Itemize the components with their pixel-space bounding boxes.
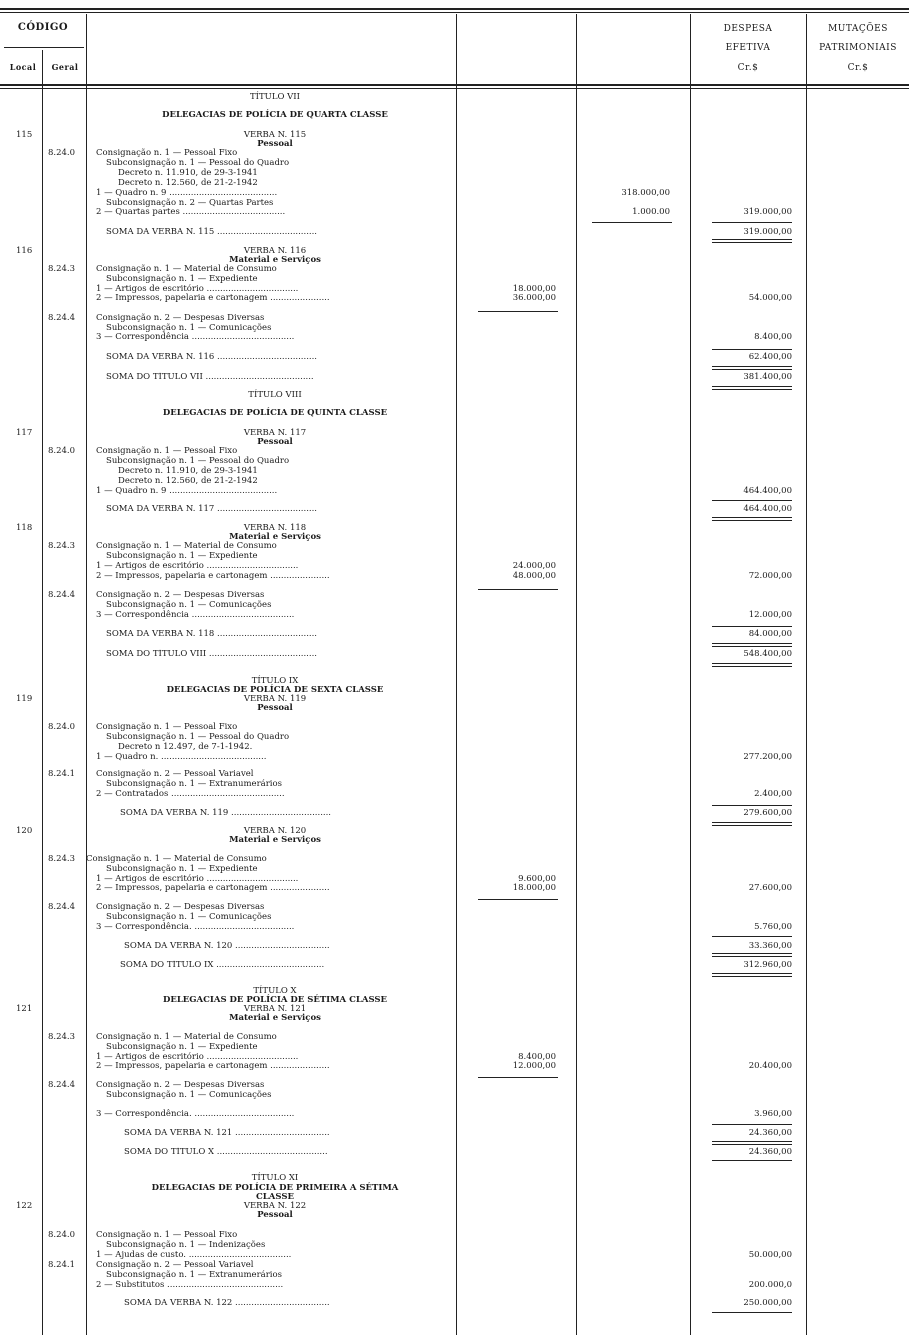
row-description: SOMA DO TÍTULO VII ........................................ (106, 372, 314, 382)
col-line-desc (456, 14, 457, 1335)
subtotal-rule (712, 239, 792, 240)
value-col2: 18.000,00 (512, 284, 556, 294)
row-heading: DELEGACIAS DE POLÍCIA DE PRIMEIRA A SÉTIMA (151, 1183, 399, 1193)
value-despesa: 84.000,00 (748, 629, 792, 639)
subtotal-rule (478, 1077, 558, 1078)
row-description: 3 — Correspondência ...................................... (96, 332, 295, 342)
top-rule (0, 8, 909, 10)
col-line-geral (86, 14, 87, 1335)
geral-code: 8.24.0 (48, 148, 76, 158)
row-description: Subconsignação n. 1 — Expediente (106, 274, 258, 284)
row-description: Consignação n. 2 — Despesas Diversas (96, 902, 265, 912)
row-description: 1 — Quadro n. ....................................... (96, 752, 267, 762)
subtotal-rule (712, 973, 792, 974)
subtotal-rule (712, 517, 792, 518)
subtotal-rule (712, 936, 792, 937)
subtotal-rule (712, 666, 792, 667)
row-heading: VERBA N. 118 (243, 523, 307, 533)
row-description: Subconsignação n. 1 — Expediente (106, 551, 258, 561)
row-description: 1 — Artigos de escritório .................................. (96, 874, 299, 884)
row-heading: Material e Serviços (229, 835, 321, 845)
row-description: SOMA DA VERBA N. 121 ................................... (124, 1128, 330, 1138)
row-description: SOMA DA VERBA N. 119 ..................................... (120, 808, 332, 818)
geral-code: 8.24.4 (48, 902, 76, 912)
subtotal-rule (712, 1144, 792, 1145)
row-description: Decreto n. 12.560, de 21-2-1942 (118, 178, 258, 188)
value-despesa: 20.400,00 (748, 1061, 792, 1071)
row-description: 3 — Correspondência ...................................... (96, 610, 295, 620)
value-despesa: 464.400,00 (743, 504, 792, 514)
value-despesa: 12.000,00 (748, 610, 792, 620)
value-despesa: 381.400,00 (743, 372, 792, 382)
subtotal-rule (712, 1160, 792, 1161)
row-heading: VERBA N. 117 (243, 428, 307, 438)
local-code: 116 (16, 246, 33, 256)
row-description: 1 — Artigos de escritório .................................. (96, 561, 299, 571)
local-code: 122 (16, 1201, 33, 1211)
row-description: SOMA DO TÍTULO VIII ........................................ (106, 649, 317, 659)
value-despesa: 200.000,0 (748, 1280, 792, 1290)
row-description: 2 — Impressos, papelaria e cartonagem ...................... (96, 883, 330, 893)
row-description: 2 — Impressos, papelaria e cartonagem ...................... (96, 571, 330, 581)
value-despesa: 24.360,00 (748, 1128, 792, 1138)
geral-code: 8.24.1 (48, 769, 76, 779)
value-despesa: 72.000,00 (748, 571, 792, 581)
local-code: 117 (16, 428, 33, 438)
row-heading: VERBA N. 120 (243, 826, 307, 836)
subtotal-rule (592, 222, 672, 223)
subtotal-rule (712, 646, 792, 647)
value-despesa: 33.360,00 (748, 941, 792, 951)
row-description: Subconsignação n. 1 — Pessoal do Quadro (106, 732, 290, 742)
row-description: Consignação n. 1 — Material de Consumo (86, 854, 267, 864)
row-description: 1 — Artigos de escritório .................................. (96, 1052, 299, 1062)
geral-code: 8.24.4 (48, 590, 76, 600)
value-despesa: 464.400,00 (743, 486, 792, 496)
subtotal-rule (712, 1312, 792, 1313)
top-rule-thin (0, 12, 909, 13)
row-heading: Pessoal (257, 139, 293, 149)
row-description: 1 — Quadro n. 9 ........................................ (96, 188, 278, 198)
row-heading: TÍTULO X (253, 986, 297, 996)
row-description: SOMA DA VERBA N. 117 ..................................... (106, 504, 318, 514)
row-description: Subconsignação n. 1 — Expediente (106, 1042, 258, 1052)
mutacoes-header-3: Cr.$ (847, 63, 869, 73)
row-description: SOMA DO TÍTULO X ......................................... (124, 1147, 328, 1157)
row-heading: VERBA N. 116 (243, 246, 307, 256)
row-description: 3 — Correspondência. ..................................... (96, 922, 295, 932)
row-heading: VERBA N. 121 (243, 1004, 307, 1014)
row-description: SOMA DA VERBA N. 118 ..................................... (106, 629, 318, 639)
row-description: Subconsignação n. 1 — Comunicações (106, 600, 272, 610)
row-description: Consignação n. 1 — Pessoal Fixo (96, 1230, 238, 1240)
col-line-c3 (690, 14, 691, 1335)
value-despesa: 279.600,00 (743, 808, 792, 818)
row-description: 1 — Artigos de escritório .................................. (96, 284, 299, 294)
row-heading: Pessoal (257, 437, 293, 447)
row-description: 1 — Quadro n. 9 ........................................ (96, 486, 278, 496)
value-despesa: 62.400,00 (748, 352, 792, 362)
geral-code: 8.24.3 (48, 854, 76, 864)
row-description: SOMA DO TÍTULO IX ........................................ (120, 960, 325, 970)
row-description: Subconsignação n. 1 — Comunicações (106, 1090, 272, 1100)
row-description: SOMA DA VERBA N. 122 ................................... (124, 1298, 330, 1308)
subtotal-rule (712, 366, 792, 367)
row-description: Subconsignação n. 1 — Pessoal do Quadro (106, 158, 290, 168)
subtotal-rule (478, 899, 558, 900)
value-despesa: 5.760,00 (754, 922, 792, 932)
value-despesa: 277.200,00 (743, 752, 792, 762)
local-code: 119 (16, 694, 33, 704)
subtotal-rule (712, 500, 792, 501)
row-description: Subconsignação n. 1 — Indenizações (106, 1240, 266, 1250)
row-heading: CLASSE (256, 1192, 294, 1202)
subtotal-rule (712, 369, 792, 370)
row-heading: DELEGACIAS DE POLÍCIA DE QUARTA CLASSE (162, 110, 388, 120)
codigo-header: CÓDIGO (17, 22, 69, 33)
row-heading: Material e Serviços (229, 255, 321, 265)
row-description: Consignação n. 2 — Despesas Diversas (96, 313, 265, 323)
value-col2: 48.000,00 (512, 571, 556, 581)
value-despesa: 312.960,00 (743, 960, 792, 970)
row-description: Consignação n. 1 — Pessoal Fixo (96, 722, 238, 732)
row-description: 2 — Quartas partes ...................................... (96, 207, 286, 217)
subtotal-rule (712, 1124, 792, 1125)
row-description: SOMA DA VERBA N. 115 ..................................... (106, 227, 318, 237)
value-despesa: 3.960,00 (754, 1109, 792, 1119)
subtotal-rule (712, 805, 792, 806)
value-despesa: 319.000,00 (743, 207, 792, 217)
despesa-header-3: Cr.$ (737, 63, 759, 73)
row-description: SOMA DA VERBA N. 116 ..................................... (106, 352, 318, 362)
subtotal-rule (712, 222, 792, 223)
col-line-c4 (806, 14, 807, 1335)
subtotal-rule (712, 242, 792, 243)
row-heading: DELEGACIAS DE POLÍCIA DE SÉTIMA CLASSE (162, 995, 388, 1005)
subtotal-rule (478, 589, 558, 590)
row-description: Subconsignação n. 1 — Pessoal do Quadro (106, 456, 290, 466)
col-line-c2 (576, 14, 577, 1335)
row-description: Consignação n. 1 — Material de Consumo (96, 541, 277, 551)
local-code: 121 (16, 1004, 33, 1014)
row-heading: Pessoal (257, 703, 293, 713)
subtotal-rule (712, 1141, 792, 1142)
geral-code: 8.24.0 (48, 446, 76, 456)
mutacoes-header-1: MUTAÇÕES (828, 24, 888, 34)
col-line-local (42, 50, 43, 1335)
value-col3: 1.000.00 (632, 207, 670, 217)
value-col2: 12.000,00 (512, 1061, 556, 1071)
row-description: Consignação n. 2 — Pessoal Variavel (96, 769, 254, 779)
geral-code: 8.24.0 (48, 722, 76, 732)
row-description: Consignação n. 2 — Despesas Diversas (96, 1080, 265, 1090)
row-description: Decreto n 12.497, de 7-1-1942. (118, 742, 253, 752)
value-despesa: 24.360,00 (748, 1147, 792, 1157)
value-col2: 36.000,00 (512, 293, 556, 303)
row-description: Subconsignação n. 2 — Quartas Partes (106, 198, 274, 208)
value-despesa: 54.000,00 (748, 293, 792, 303)
value-despesa: 548.400,00 (743, 649, 792, 659)
row-description: Consignação n. 2 — Despesas Diversas (96, 590, 265, 600)
header-rule-thin (0, 88, 909, 89)
subtotal-rule (712, 386, 792, 387)
value-despesa: 250.000,00 (743, 1298, 792, 1308)
subtotal-rule (712, 643, 792, 644)
row-description: 3 — Correspondência. ..................................... (96, 1109, 295, 1119)
local-code: 115 (16, 130, 33, 140)
value-despesa: 2.400,00 (754, 789, 792, 799)
subtotal-rule (712, 825, 792, 826)
geral-code: 8.24.4 (48, 1080, 76, 1090)
geral-code: 8.24.3 (48, 1032, 76, 1042)
subtotal-rule (712, 520, 792, 521)
row-description: Decreto n. 11.910, de 29-3-1941 (118, 168, 258, 178)
row-heading: Material e Serviços (229, 1013, 321, 1023)
value-col2: 18.000,00 (512, 883, 556, 893)
row-heading: DELEGACIAS DE POLÍCIA DE QUINTA CLASSE (162, 408, 388, 418)
mutacoes-header-2: PATRIMONIAIS (819, 43, 897, 53)
subtotal-rule (712, 976, 792, 977)
despesa-header-1: DESPESA (723, 24, 773, 34)
geral-code: 8.24.3 (48, 264, 76, 274)
row-heading: VERBA N. 119 (243, 694, 307, 704)
row-heading: DELEGACIAS DE POLÍCIA DE SEXTA CLASSE (166, 685, 384, 695)
subtotal-rule (712, 389, 792, 390)
subtotal-rule (712, 956, 792, 957)
value-despesa: 8.400,00 (754, 332, 792, 342)
geral-code: 8.24.1 (48, 1260, 76, 1270)
subtotal-rule (478, 311, 558, 312)
row-description: 2 — Impressos, papelaria e cartonagem ...................... (96, 293, 330, 303)
row-description: Consignação n. 1 — Pessoal Fixo (96, 446, 238, 456)
row-heading: Material e Serviços (229, 532, 321, 542)
subtotal-rule (712, 663, 792, 664)
value-col2: 8.400,00 (518, 1052, 556, 1062)
local-code: 120 (16, 826, 33, 836)
value-col2: 9.600,00 (518, 874, 556, 884)
row-heading: TÍTULO VIII (248, 390, 302, 400)
geral-code: 8.24.0 (48, 1230, 76, 1240)
value-despesa: 319.000,00 (743, 227, 792, 237)
row-description: Consignação n. 2 — Pessoal Variavel (96, 1260, 254, 1270)
subtotal-rule (712, 349, 792, 350)
row-description: Consignação n. 1 — Material de Consumo (96, 1032, 277, 1042)
row-heading: VERBA N. 115 (243, 130, 307, 140)
row-heading: TÍTULO IX (251, 676, 299, 686)
geral-header: Geral (51, 62, 79, 72)
row-description: Decreto n. 12.560, de 21-2-1942 (118, 476, 258, 486)
codigo-rule (4, 47, 84, 48)
value-col2: 24.000,00 (512, 561, 556, 571)
row-heading: TÍTULO XI (251, 1173, 299, 1183)
row-description: Decreto n. 11.910, de 29-3-1941 (118, 466, 258, 476)
geral-code: 8.24.3 (48, 541, 76, 551)
row-description: Subconsignação n. 1 — Comunicações (106, 912, 272, 922)
row-description: Consignação n. 1 — Material de Consumo (96, 264, 277, 274)
row-heading: Pessoal (257, 1210, 293, 1220)
row-description: 2 — Contratados .......................................... (96, 789, 285, 799)
local-header: Local (9, 62, 37, 72)
row-heading: VERBA N. 122 (243, 1201, 307, 1211)
row-description: Subconsignação n. 1 — Comunicações (106, 323, 272, 333)
row-description: Consignação n. 1 — Pessoal Fixo (96, 148, 238, 158)
row-description: 2 — Substitutos ........................................... (96, 1280, 284, 1290)
header-rule (0, 84, 909, 86)
value-col3: 318.000,00 (621, 188, 670, 198)
row-description: Subconsignação n. 1 — Extranumerários (106, 779, 282, 789)
despesa-header-2: EFETIVA (725, 43, 771, 53)
row-description: 2 — Impressos, papelaria e cartonagem ...................... (96, 1061, 330, 1071)
row-description: Subconsignação n. 1 — Extranumerários (106, 1270, 282, 1280)
value-despesa: 50.000,00 (748, 1250, 792, 1260)
value-despesa: 27.600,00 (748, 883, 792, 893)
row-description: SOMA DA VERBA N. 120 ................................... (124, 941, 330, 951)
row-description: Subconsignação n. 1 — Expediente (106, 864, 258, 874)
subtotal-rule (712, 626, 792, 627)
local-code: 118 (16, 523, 33, 533)
subtotal-rule (712, 953, 792, 954)
subtotal-rule (712, 822, 792, 823)
row-description: 1 — Ajudas de custo. ...................................... (96, 1250, 292, 1260)
geral-code: 8.24.4 (48, 313, 76, 323)
row-heading: TÍTULO VII (249, 92, 301, 102)
